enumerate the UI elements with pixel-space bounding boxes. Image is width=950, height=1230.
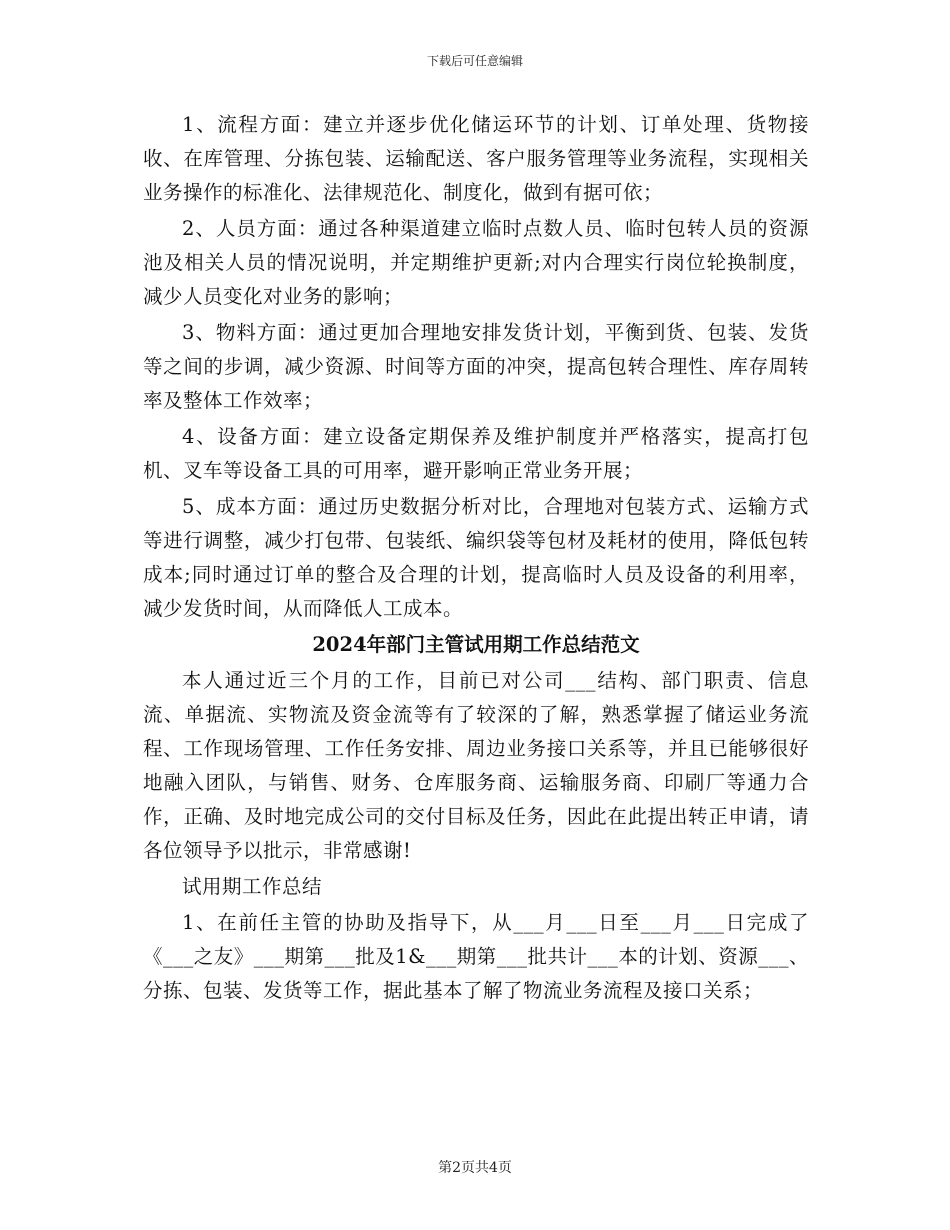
paragraph-equipment: 4、设备方面：建立设备定期保养及维护制度并严格落实，提高打包机、叉车等设备工具的可用率，避开影响正常业务开展； [143, 425, 809, 482]
paragraph-intro: 本人通过近三个月的工作，目前已对公司___结构、部门职责、信息流、单据流、实物流及资金流等有了较深的了解，熟悉掌握了储运业务流程、工作现场管理、工作任务安排、周边业务接口关系等，并且已能够很好地融入团队，与销售、财务、仓库服务商、运输服务商、印刷厂等通力合作，正确、及时地完成公司的交付目标及任务，因此在此提出转正申请，请各位领导予以批示，非常感谢! [143, 669, 809, 862]
section-title: 2024年部门主管试用期工作总结范文 [312, 633, 640, 656]
page-number: 第2页共4页 [438, 1160, 512, 1176]
paragraph-personnel: 2、人员方面：通过各种渠道建立临时点数人员、临时包转人员的资源池及相关人员的情况说明，并定期维护更新;对内合理实行岗位轮换制度，减少人员变化对业务的影响； [143, 217, 809, 308]
paragraph-subheading: 试用期工作总结 [182, 875, 323, 898]
paragraph-process: 1、流程方面：建立并逐步优化储运环节的计划、订单处理、货物接收、在库管理、分拣包装、运输配送、客户服务管理等业务流程，实现相关业务操作的标准化、法律规范化、制度化，做到有据可依； [143, 113, 809, 204]
page-header: 下载后可任意编辑 [426, 54, 523, 68]
paragraph-cost: 5、成本方面：通过历史数据分析对比，合理地对包装方式、运输方式等进行调整，减少打包带、包装纸、编织袋等包材及耗材的使用，降低包转成本;同时通过订单的整合及合理的计划，提高临时人员及设备的利用率，减少发货时间，从而降低人工成本。 [143, 495, 809, 620]
paragraph-materials: 3、物料方面：通过更加合理地安排发货计划，平衡到货、包装、发货等之间的步调，减少资源、时间等方面的冲突，提高包转合理性、库存周转率及整体工作效率； [143, 321, 809, 412]
paragraph-summary-item-1: 1、在前任主管的协助及指导下，从___月___日至___月___日完成了《___之友》___期第___批及1&___期第___批共计___本的计划、资源___、分拣、包装、发货等工作，据此基本了解了物流业务流程及接口关系； [143, 911, 810, 1002]
document-body [143, 108, 809, 1010]
